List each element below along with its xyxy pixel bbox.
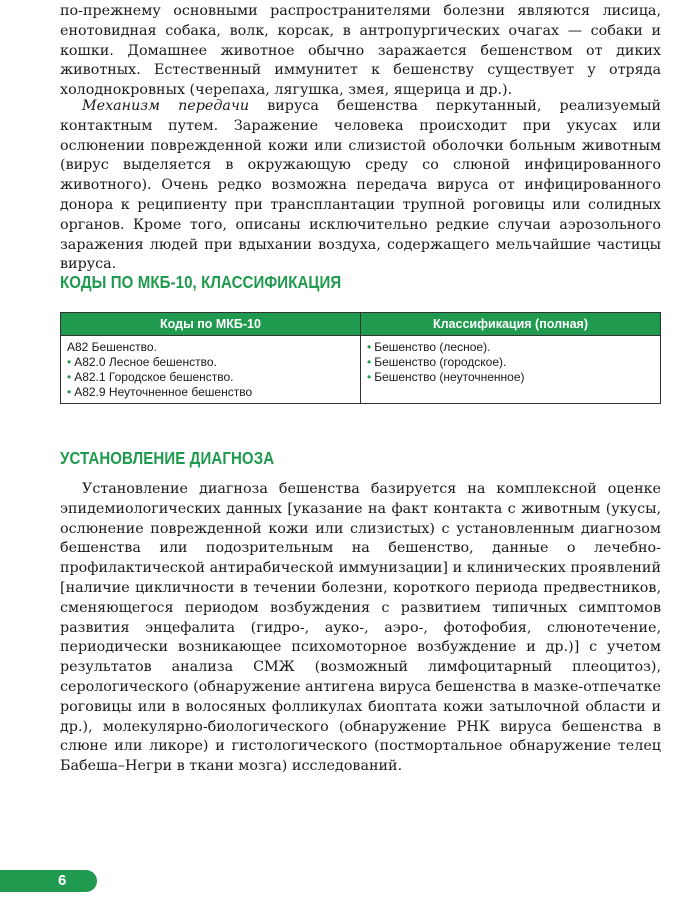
list-item: • Бешенство (лесное).	[367, 340, 491, 354]
bullet-icon: •	[367, 370, 372, 384]
classification-cell	[361, 336, 661, 404]
list-item: • А82.1 Городское бешенство.	[67, 370, 234, 384]
table-header-classification: Классификация (полная)	[361, 313, 661, 336]
section-title-diagnosis: УСТАНОВЛЕНИЕ ДИАГНОЗА	[60, 448, 275, 468]
intro-paragraph: по-прежнему основными распространителями болезни являются лисица, енотовидная собака, волк, корсак, в антропургических очагах — собаки и кошки. Домашнее животное обычно заражается бешенством от диких животных. Естественный иммунитет к бешенству существует у отряда холоднокровных (черепаха, лягушка, змея, ящерица и др.).	[60, 3, 661, 99]
section-title-icd: КОДЫ ПО МКБ-10, КЛАССИФИКАЦИЯ	[60, 272, 342, 292]
icd-table	[60, 312, 661, 404]
diagnosis-paragraph: Установление диагноза бешенства базируется на комплексной оценке эпидемиологических данных [указание на факт контакта с животным (укусы, ослюнение поврежденной кожи или слизистых) с установленным диагнозом бешенства или подозрительным на бешенство, данные о лечебно-профилактической антирабической иммунизации] и клинических проявлений [наличие цикличности в течении болезни, короткого периода предвестников, сменяющегося периодом возбуждения с развитием типичных симптомов развития энцефалита (гидро-, ауко-, аэро-, фотофобия, слюнотечение, периодически возникающее психомоторное возбуждение и др.)] с учетом результатов анализа СМЖ (возможный лимфоцитарный плеоцитоз), серологического (обнаружение антигена вируса бешенства в мазке-отпечатке роговицы или в волосяных фолликулах биоптата кожи затылочной области и др.), молекулярно-биологического (обнаружение РНК вируса бешенства в слюне или ликоре) и гистологического (постмортальное обнаружение телец Бабеша–Негри в ткани мозга) исследований.	[60, 481, 661, 775]
bullet-icon: •	[67, 370, 72, 384]
bullet-icon: •	[367, 340, 372, 354]
list-item: • Бешенство (неуточненное)	[367, 370, 525, 384]
bullet-icon: •	[67, 355, 72, 369]
page-number-tab	[0, 870, 97, 892]
bullet-icon: •	[67, 385, 72, 399]
page-number: 6	[58, 872, 67, 889]
code-main: А82 Бешенство.	[67, 340, 157, 354]
list-item: • Бешенство (городское).	[367, 355, 507, 369]
transmission-paragraph	[60, 97, 661, 275]
table-header-codes: Коды по МКБ-10	[61, 313, 361, 336]
bullet-icon: •	[367, 355, 372, 369]
transmission-text: вируса бешенства перкутанный, реализуемый контактным путем. Заражение человека происходит при укусах или ослюнении поврежденной кожи или слизистой оболочки больным животным (вирус выделяется в окружающую среду со слюной инфицированного животного). Очень редко возможна передача вируса от инфицированного донора к реципиенту при трансплантации трупной роговицы или солидных органов. Кроме того, описаны исключительно редкие случаи аэрозольного заражения людей при вдыхании воздуха, содержащего мельчайшие частицы вируса.	[60, 98, 661, 273]
list-item: • А82.9 Неуточненное бешенство	[67, 385, 253, 399]
codes-cell	[61, 336, 361, 404]
list-item: • А82.0 Лесное бешенство.	[67, 355, 217, 369]
transmission-lead: Механизм передачи	[82, 98, 250, 114]
